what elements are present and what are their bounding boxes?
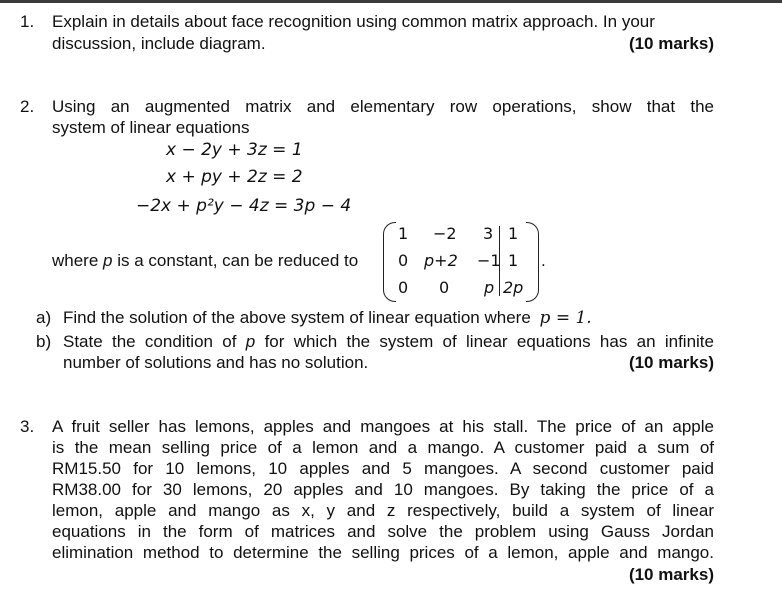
question-text-line: RM38.00 for 30 lemons, 20 apples and 10 mangoes. By taking the price of a [52, 480, 714, 499]
matrix-cell: −1 [477, 251, 501, 270]
equation-1: x − 2y + 3z = 1 [166, 140, 303, 160]
where-text: where p is a constant, can be reduced to [52, 251, 359, 270]
matrix-cell: 0 [398, 251, 409, 270]
part-b-text: State the condition of p for which the system of linear equations has an infinite [63, 332, 714, 351]
question-text-line: equations in the form of matrices and solve the problem using Gauss Jordan [52, 522, 714, 541]
question-number: 2. [20, 97, 35, 116]
matrix-cell: 1 [398, 224, 409, 243]
marks-label: (10 marks) [628, 353, 714, 372]
question-text-line: Using an augmented matrix and elementary row operations, show that the [52, 97, 714, 116]
augmented-matrix [383, 222, 539, 300]
question-text-line: RM15.50 for 10 lemons, 10 apples and 5 mangoes. A second customer paid [52, 459, 714, 478]
matrix-cell: 1 [508, 224, 519, 243]
top-border [0, 0, 782, 3]
part-a-label: a) [36, 308, 52, 327]
matrix-cell: 3 [483, 224, 494, 243]
part-a-text: Find the solution of the above system of linear equation where p = 1. [63, 308, 592, 328]
question-text-line: A fruit seller has lemons, apples and mangoes at his stall. The price of an apple [52, 417, 714, 436]
question-text-line: system of linear equations [52, 118, 250, 137]
equation-2: x + py + 2z = 2 [166, 167, 303, 187]
matrix-cell: p+2 [424, 251, 458, 270]
matrix-cell: 0 [439, 278, 450, 297]
question-text-line: Explain in details about face recognition using common matrix approach. In your [52, 12, 655, 31]
matrix-period: . [541, 251, 546, 270]
right-paren [526, 222, 539, 302]
matrix-cell: 1 [508, 251, 519, 270]
matrix-cell: 0 [398, 278, 409, 297]
equation-3: −2x + p²y − 4z = 3p − 4 [136, 196, 352, 216]
matrix-cell: −2 [433, 224, 457, 243]
matrix-cell: 2p [503, 278, 524, 297]
question-text-line: is the mean selling price of a lemon and a mango. A customer paid a sum of [52, 438, 714, 457]
question-number: 1. [20, 12, 35, 31]
question-text-line: elimination method to determine the selling prices of a lemon, apple and mango. [52, 543, 714, 562]
question-text-line: discussion, include diagram. [52, 34, 266, 53]
marks-label: (10 marks) [628, 34, 714, 53]
marks-label: (10 marks) [628, 565, 714, 584]
matrix-cell: p [484, 278, 495, 297]
question-text-line: lemon, apple and mango as x, y and z respectively, build a system of linear [52, 501, 714, 520]
part-b-text-line2: number of solutions and has no solution. [63, 353, 369, 372]
part-b-label: b) [36, 332, 52, 351]
question-number: 3. [20, 417, 35, 436]
left-paren [383, 222, 396, 302]
